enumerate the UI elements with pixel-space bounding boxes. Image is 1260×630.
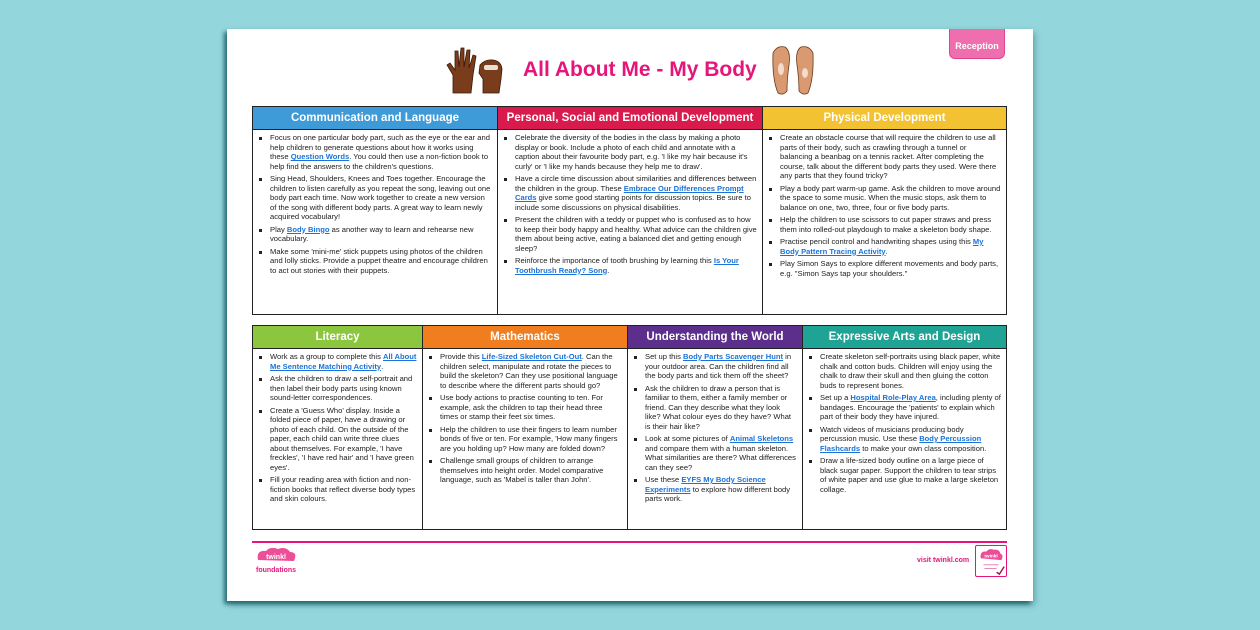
- list-item: Watch videos of musicians producing body percussion music. Use these Body Percussion Flashcards to make your own class composition.: [820, 425, 1001, 454]
- section-communication-language: [253, 107, 498, 314]
- section-header: Physical Development: [763, 107, 1006, 130]
- science-experiments-link[interactable]: EYFS My Body Science Experiments: [645, 475, 766, 494]
- section-header: Communication and Language: [253, 107, 497, 130]
- list-item: Create a 'Guess Who' display. Inside a folded piece of paper, have a drawing or photo of each child. On the outside of the paper, each child can write three clues about themselves. For example, 'I have freckles', 'I have red hair' and 'I have green eyes'.: [270, 406, 417, 473]
- list-item: Help the children to use their fingers to learn number bonds of five or ten. For example, 'How many fingers are you holding up? How many are folded down?: [440, 425, 622, 454]
- activity-sheet-page: [227, 29, 1033, 601]
- scavenger-hunt-link[interactable]: Body Parts Scavenger Hunt: [683, 352, 784, 361]
- list-item: Ask the children to draw a self-portrait and then label their body parts using known sound-letter correspondences.: [270, 374, 417, 403]
- section-mathematics: [423, 326, 628, 529]
- question-words-link[interactable]: Question Words: [290, 152, 350, 161]
- section-physical-development: [763, 107, 1006, 314]
- twinkl-foundations-logo: [254, 546, 302, 578]
- list-item: Play a body part warm-up game. Ask the children to move around the space to some music. When the music stops, ask them to balance on one, two, three, four or five body parts.: [780, 183, 1001, 212]
- pattern-tracing-link[interactable]: My Body Pattern Tracing Activity: [780, 237, 984, 256]
- svg-text:twinkl: twinkl: [266, 554, 286, 561]
- top-sections-row: [252, 106, 1007, 315]
- section-header: Literacy: [253, 326, 422, 349]
- section-header: Personal, Social and Emotional Development: [498, 107, 762, 130]
- title-row: [445, 42, 819, 98]
- svg-text:twinkl: twinkl: [984, 553, 998, 559]
- list-item: Present the children with a teddy or puppet who is confused as to how to keep their body happy and healthy. What advice can the children give them about being active, eating a balanced diet and getting enough sleep?: [515, 215, 757, 253]
- section-personal-social-emotional: [498, 107, 763, 314]
- body-percussion-link[interactable]: Body Percussion Flashcards: [820, 434, 982, 453]
- feet-icon: [767, 43, 819, 97]
- list-item: Ask the children to draw a person that is familiar to them, either a family member or friend. Can they describe what they look like? What colour eyes do they have? What is their hair like?: [645, 384, 797, 432]
- section-understanding-world: [628, 326, 803, 529]
- list-item: Challenge small groups of children to arrange themselves into height order. Model comparative language, such as 'Mabel is taller than John'.: [440, 456, 622, 485]
- list-item: Draw a life-sized body outline on a large piece of black sugar paper. Support the children to tear strips of white paper and use glue to make a large skeleton collage.: [820, 456, 1001, 494]
- body-bingo-link[interactable]: Body Bingo: [286, 224, 330, 234]
- list-item: Create an obstacle course that will require the children to use all parts of their body, such as crawling through a tunnel or balancing a beanbag on a tennis racket. After completing the course, talk about the different body parts they used. Were there any parts that they found tricky?: [780, 133, 1001, 181]
- hands-icon: [445, 45, 515, 95]
- list-item: Provide this Life-Sized Skeleton Cut-Out. Can the children select, manipulate and rotate the pieces to build the skeleton? Can they use positional language to describe where the different parts should go?: [440, 352, 622, 390]
- page-title: All About Me - My Body: [523, 58, 757, 81]
- skeleton-cutout-link[interactable]: Life-Sized Skeleton Cut-Out: [481, 352, 582, 361]
- list-item: Sing Head, Shoulders, Knees and Toes together. Encourage the children to listen carefully as you repeat the song, leaving out one body part each time. Now work together to create a new version of the song with different body parts. A great way to learn newly acquired vocabulary!: [270, 174, 491, 221]
- section-header: Understanding the World: [628, 326, 802, 349]
- list-item: Use body actions to practise counting to ten. For example, ask the children to tap their head three times or stamp their feet six times.: [440, 393, 622, 422]
- section-header: Mathematics: [423, 326, 627, 349]
- list-item: Use these EYFS My Body Science Experiments to explore how different body parts work.: [645, 475, 797, 504]
- list-item: Set up this Body Parts Scavenger Hunt in your outdoor area. Can the children find all the body parts and tick them off the sheet?: [645, 352, 797, 381]
- list-item: Celebrate the diversity of the bodies in the class by making a photo display or book. Include a photo of each child and annotate with a caption about their favourite body part, e.g. 'I like my hair because it's curly' or 'I like my hands because they help me to draw'.: [515, 133, 757, 171]
- section-header: Expressive Arts and Design: [803, 326, 1006, 349]
- bottom-sections-row: [252, 325, 1007, 530]
- list-item: Play Simon Says to explore different movements and body parts, e.g. "Simon Says tap your shoulders.": [780, 259, 1001, 278]
- list-item: Play Body Bingo as another way to learn and rehearse new vocabulary.: [270, 225, 492, 244]
- embrace-differences-link[interactable]: Embrace Our Differences Prompt Cards: [515, 183, 744, 202]
- toothbrush-song-link[interactable]: Is Your Toothbrush Ready? Song: [515, 256, 739, 275]
- list-item: Work as a group to complete this All About Me Sentence Matching Activity.: [270, 352, 417, 371]
- list-item: Make some 'mini-me' stick puppets using photos of the children and lolly sticks. Provide a puppet theatre and encourage children to act out stories with their puppets.: [270, 247, 492, 276]
- sentence-matching-link[interactable]: All About Me Sentence Matching Activity: [270, 352, 417, 371]
- list-item: Fill your reading area with fiction and non-fiction books that reflect diverse body types and skin colours.: [270, 475, 416, 503]
- animal-skeletons-link[interactable]: Animal Skeletons: [729, 434, 794, 443]
- svg-text:foundations: foundations: [256, 567, 297, 574]
- list-item: Have a circle time discussion about similarities and differences between the children in the group. These Embrace Our Differences Prompt Cards give some good starting points for discussion topics. Be sure to include some discussions on physical disabilities.: [515, 174, 757, 212]
- visit-twinkl-link[interactable]: visit twinkl.com: [917, 557, 970, 564]
- reception-badge: Reception: [949, 29, 1005, 59]
- twinkl-badge-logo: [975, 545, 1007, 577]
- footer-divider: [252, 541, 1007, 543]
- section-literacy: [253, 326, 423, 529]
- hospital-roleplay-link[interactable]: Hospital Role-Play Area: [850, 393, 936, 402]
- section-expressive-arts: [803, 326, 1006, 529]
- list-item: Set up a Hospital Role-Play Area, including plenty of bandages. Encourage the 'patients' to explain which part of their body they have injured.: [820, 393, 1001, 421]
- list-item: Look at some pictures of Animal Skeletons and compare them with a human skeleton. What similarities are there? What differences can they see?: [645, 434, 796, 472]
- list-item: Focus on one particular body part, such as the eye or the ear and help children to generate questions about how it works using these Question Words. You could then use a non-fiction book to help find the answers to the children's questions.: [270, 133, 492, 171]
- list-item: Help the children to use scissors to cut paper straws and press them into rolled-out playdough to make a skeleton body shape.: [780, 215, 1001, 234]
- list-item: Reinforce the importance of tooth brushing by learning this Is Your Toothbrush Ready? Song.: [515, 256, 757, 275]
- list-item: Create skeleton self-portraits using black paper, white chalk and cotton buds. Children will enjoy using the chalk to draw their skull and then gluing the cotton buds to represent bones.: [820, 352, 1001, 390]
- list-item: Practise pencil control and handwriting shapes using this My Body Pattern Tracing Activity.: [780, 237, 1001, 256]
